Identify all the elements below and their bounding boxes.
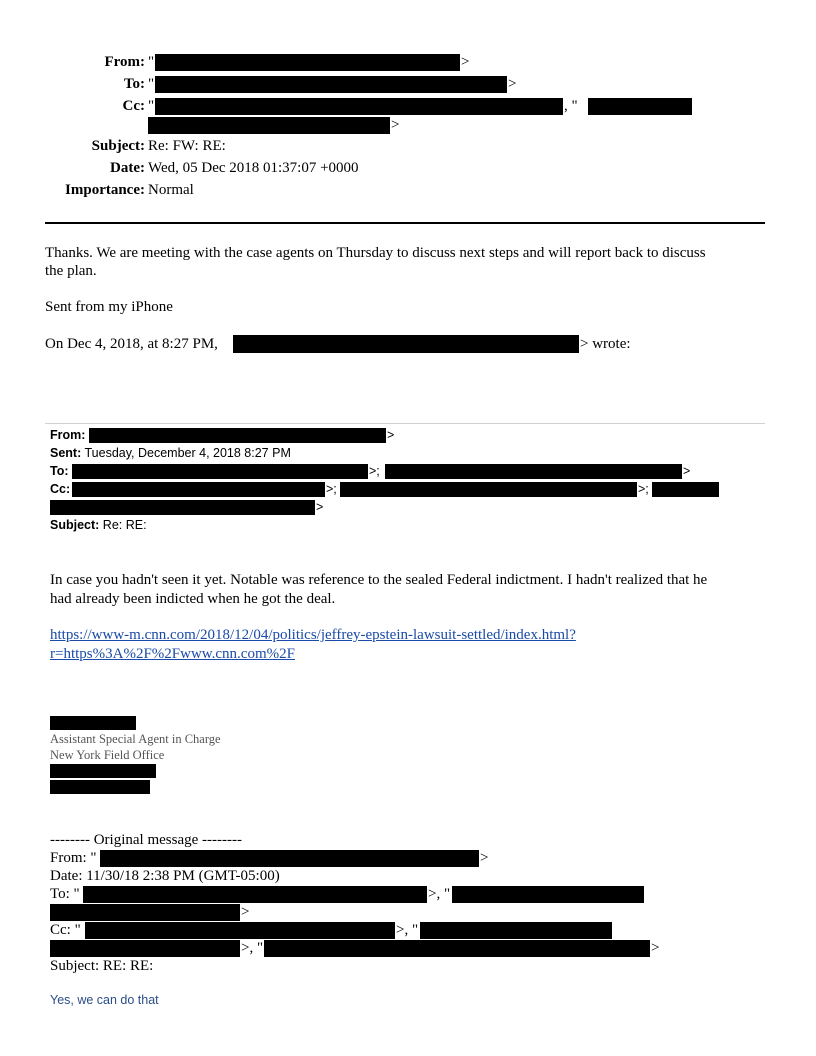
from-label: From: <box>104 54 145 70</box>
cc-label: Cc: <box>122 98 145 114</box>
redaction-fwd-cc-3 <box>652 482 719 497</box>
orig-cc-sep-2: >, " <box>241 940 264 956</box>
fwd-from-label: From: <box>50 428 86 442</box>
body-para-line-2: the plan. <box>45 263 97 279</box>
fwd-subject-line <box>50 518 147 532</box>
to-label: To: <box>123 76 145 92</box>
redaction-sig-phone-2 <box>50 780 150 794</box>
forward-divider <box>45 423 765 424</box>
to-quote: " <box>148 76 155 92</box>
fwd-to-sep: >; <box>369 464 380 478</box>
orig-subject-line: Subject: RE: RE: <box>50 958 154 974</box>
reply-text: Yes, we can do that <box>50 993 159 1007</box>
fwd-cc-close: > <box>316 500 324 514</box>
orig-cc-label: Cc: " <box>50 922 81 938</box>
fwd-to-close: > <box>683 464 691 478</box>
importance-value: Normal <box>148 182 194 198</box>
orig-to-close: > <box>241 904 250 920</box>
fwd-from-close: > <box>387 428 395 442</box>
redaction-fwd-to-2 <box>385 464 682 479</box>
to-close-bracket: > <box>508 76 517 92</box>
fwd-subject-label: Subject: <box>50 518 100 532</box>
redaction-sig-phone-1 <box>50 764 156 778</box>
orig-from-label: From: " <box>50 850 97 866</box>
redaction-orig-cc-2 <box>420 922 612 939</box>
redaction-orig-from <box>100 850 479 867</box>
redaction-fwd-cc-1 <box>72 482 325 497</box>
redaction-fwd-from <box>89 428 386 443</box>
redaction-cc-1 <box>155 98 563 115</box>
original-divider: -------- Original message -------- <box>50 832 242 848</box>
on-date-line: On Dec 4, 2018, at 8:27 PM, <box>45 336 218 352</box>
redaction-to <box>155 76 507 93</box>
cc-close-bracket: > <box>391 117 400 133</box>
sent-from-line: Sent from my iPhone <box>45 299 173 315</box>
fwd-cc-sep-2: >; <box>638 482 649 496</box>
date-value: Wed, 05 Dec 2018 01:37:07 +0000 <box>148 160 359 176</box>
fwd-subject-value: Re: RE: <box>102 518 147 532</box>
redaction-cc-2 <box>588 98 692 115</box>
redaction-orig-cc-3 <box>50 940 240 957</box>
fwd-to-label: To: <box>50 464 69 478</box>
fwd-cc-sep-1: >; <box>326 482 337 496</box>
orig-date-line: Date: 11/30/18 2:38 PM (GMT-05:00) <box>50 868 280 884</box>
subject-value: Re: FW: RE: <box>148 138 226 154</box>
from-close-bracket: > <box>461 54 470 70</box>
body-para-line-1: Thanks. We are meeting with the case agents on Thursday to discuss next steps and will report back to discuss <box>45 245 706 261</box>
orig-cc-close: > <box>651 940 660 956</box>
cc-quote: " <box>148 98 155 114</box>
redaction-orig-cc-4 <box>264 940 650 957</box>
cnn-article-link-line-2[interactable]: r=https%3A%2F%2Fwww.cnn.com%2F <box>50 646 295 662</box>
subject-label: Subject: <box>91 138 145 154</box>
redaction-sig-name <box>50 716 136 730</box>
orig-from-close: > <box>480 850 489 866</box>
from-quote: " <box>148 54 155 70</box>
fwd-sent-value: Tuesday, December 4, 2018 8:27 PM <box>84 446 291 460</box>
date-label: Date: <box>110 160 145 176</box>
redaction-orig-to-1 <box>83 886 427 903</box>
sig-office: New York Field Office <box>50 748 165 762</box>
cnn-article-link-line-1[interactable]: https://www-m.cnn.com/2018/12/04/politics/jeffrey-epstein-lawsuit-settled/index.html? <box>50 627 576 643</box>
header-divider <box>45 222 765 224</box>
fwd-para-line-2: had already been indicted when he got the deal. <box>50 591 336 607</box>
wrote-text: > wrote: <box>580 336 631 352</box>
redaction-cc-3 <box>148 117 390 134</box>
fwd-sent-line <box>50 446 291 460</box>
redaction-sender <box>233 335 579 353</box>
redaction-fwd-to-1 <box>72 464 368 479</box>
redaction-fwd-cc-2 <box>340 482 637 497</box>
sig-title: Assistant Special Agent in Charge <box>50 732 221 746</box>
redaction-fwd-cc-4 <box>50 500 315 515</box>
cc-separator: , " <box>564 98 578 114</box>
orig-cc-sep-1: >, " <box>396 922 419 938</box>
fwd-cc-label: Cc: <box>50 482 71 496</box>
fwd-sent-label: Sent: <box>50 446 82 460</box>
importance-label: Importance: <box>65 182 145 198</box>
redaction-from <box>155 54 460 71</box>
redaction-orig-to-2 <box>452 886 644 903</box>
orig-to-sep: >, " <box>428 886 451 902</box>
fwd-para-line-1: In case you hadn't seen it yet. Notable was reference to the sealed Federal indictment. I hadn't realized that he <box>50 572 708 588</box>
redaction-orig-to-3 <box>50 904 240 921</box>
orig-to-label: To: " <box>50 886 80 902</box>
redaction-orig-cc-1 <box>85 922 395 939</box>
